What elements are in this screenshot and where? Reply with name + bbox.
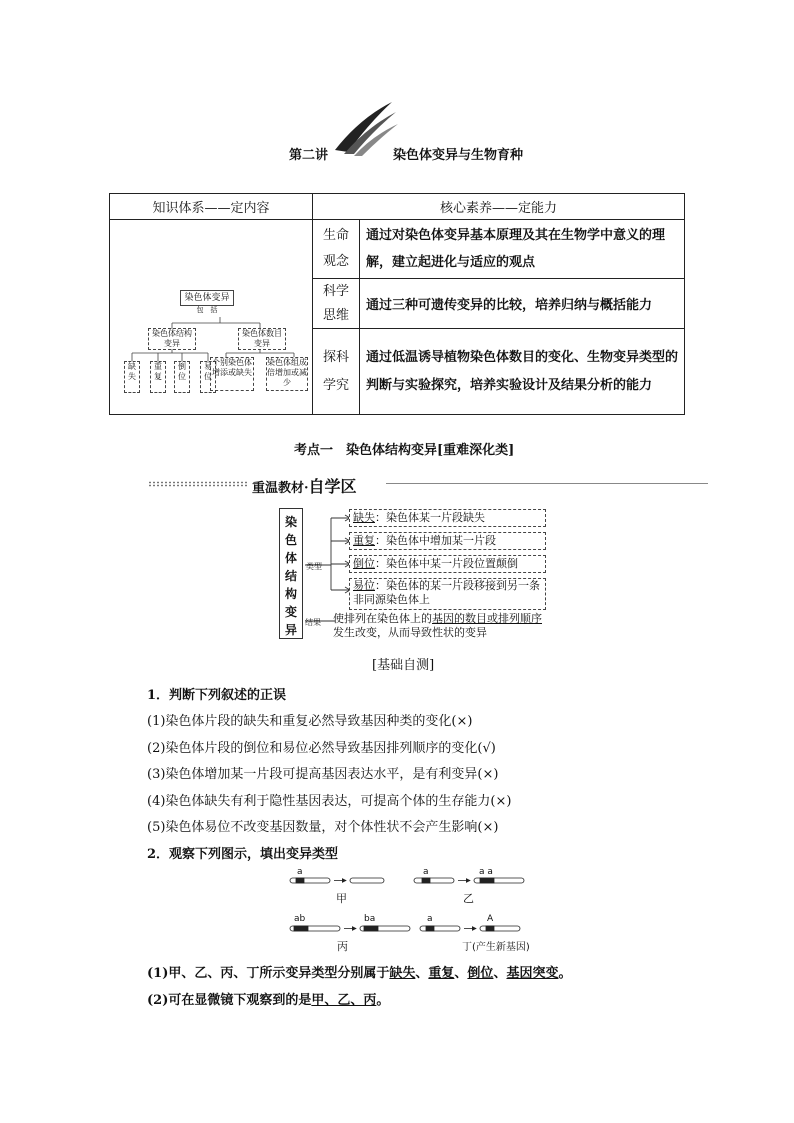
q1-item-5: (5)染色体易位不改变基因数量，对个体性状不会产生影响(×) (147, 820, 499, 835)
fig-bing-left-label: ab (294, 914, 306, 924)
diagram-leaf-duplication: 重复 (150, 361, 166, 393)
zone-prefix: 重温教材· (252, 481, 309, 496)
diagram-leaf-set: 染色体组成倍增加或减少 (266, 357, 308, 391)
chromosome-jia-after (350, 878, 384, 883)
diagram-leaf-deletion: 缺失 (124, 361, 140, 393)
zone-name: 自学区 (308, 477, 357, 496)
fig-yi-left-label: a (423, 867, 429, 877)
fig-ding-left-label: a (427, 914, 433, 924)
answer-1: (1)甲、乙、丙、丁所示变异类型分别属于缺失、重复、倒位、基因突变。 (147, 966, 572, 981)
map-type-translocation: 易位：染色体的某一片段移接到另一条非同源染色体上 (349, 578, 546, 610)
chromosome-bing-before (290, 926, 340, 931)
q1-item-3: (3)染色体增加某一片段可提高基因表达水平，是有利变异(×) (147, 767, 499, 782)
knowledge-diagram (110, 221, 310, 413)
literacy-header: 核心素养——定能力 (313, 194, 685, 220)
zone-label (252, 474, 357, 497)
fig-ding-right-label: A (487, 914, 494, 924)
literacy-label-3: 探科学究 (313, 329, 360, 415)
chromosome-ding-before (420, 926, 460, 931)
q1-item-1: (1)染色体片段的缺失和重复必然导致基因种类的变化(×) (147, 714, 473, 729)
answer-2: (2)可在显微镜下观察到的是甲、乙、丙。 (147, 993, 390, 1008)
q1-item-2: (2)染色体片段的倒位和易位必然导致基因排列顺序的变化(√) (147, 741, 496, 756)
literacy-label-2: 科学思维 (313, 279, 360, 329)
knowledge-diagram-cell (110, 220, 313, 415)
literacy-label-1: 生命观念 (313, 220, 360, 279)
map-root-char: 变 (284, 605, 297, 619)
literacy-text-2: 通过三种可遗传变异的比较，培养归纳与概括能力 (360, 279, 685, 329)
map-root-char: 体 (284, 551, 297, 565)
question-1: 1．判断下列叙述的正误 (147, 688, 287, 703)
map-result-text: 使排列在染色体上的基因的数目或排列顺序发生改变，从而导致性状的变异 (333, 612, 542, 639)
zone-dots (148, 481, 248, 487)
fig-bing-right-label: ba (364, 914, 376, 924)
diagram-root: 染色体变异 (180, 290, 234, 306)
chromosome-yi-before (414, 878, 454, 883)
literacy-text-3: 通过低温诱导植物染色体数目的变化、生物变异类型的判断与实验探究，培养实验设计及结果分析的能力 (360, 329, 685, 415)
swoosh-logo-icon (330, 98, 400, 158)
fig-bing-caption: 丙 (337, 940, 348, 953)
chromosome-jia-before (290, 878, 330, 883)
zone-rule (386, 483, 708, 484)
chromosome-bing-after (360, 926, 410, 931)
map-root-char: 结 (284, 569, 297, 583)
diagram-branch-structure: 染色体结构变异 (148, 328, 196, 350)
diagram-leaf-inversion: 倒位 (174, 361, 190, 393)
fig-yi-right-label: a a (479, 867, 493, 877)
map-root-char: 色 (284, 533, 297, 547)
diagram-root-sub: 包 括 (196, 306, 218, 314)
diagram-leaf-translocation: 易位 (200, 361, 216, 393)
knowledge-header: 知识体系——定内容 (110, 194, 313, 220)
q1-item-4: (4)染色体缺失有利于隐性基因表达，可提高个体的生存能力(×) (147, 794, 512, 809)
fig-jia-left-label: a (297, 867, 303, 877)
chromosome-yi-after (474, 878, 524, 883)
map-type-duplication: 重复：染色体中增加某一片段 (349, 532, 546, 550)
map-root-box (279, 508, 303, 639)
fig-yi-caption: 乙 (463, 892, 474, 905)
map-result-label: 结果 (305, 618, 321, 627)
fig-ding-caption: 丁(产生新基因) (462, 942, 530, 953)
map-type-inversion: 倒位：染色体中某一片段位置颠倒 (349, 555, 546, 573)
lecture-number: 第二讲 (289, 148, 329, 163)
map-root-char: 染 (284, 515, 297, 529)
fig-jia-caption: 甲 (336, 892, 347, 905)
map-type-deletion: 缺失：染色体某一片段缺失 (349, 509, 546, 527)
selftest-heading: [基础自测] (372, 658, 435, 673)
literacy-text-1: 通过对染色体变异基本原理及其在生物学中意义的理解，建立起进化与适应的观点 (360, 220, 685, 279)
map-type-label: 类型 (306, 562, 322, 571)
section-title: 考点一 染色体结构变异[重难深化类] (294, 443, 515, 458)
map-root-char: 构 (284, 587, 297, 601)
question-2: 2．观察下列图示，填出变异类型 (147, 847, 339, 862)
chromosome-ding-after (480, 926, 520, 931)
overview-table (109, 193, 685, 415)
page-title: 染色体变异与生物育种 (393, 148, 524, 163)
diagram-branch-number: 染色体数目变异 (238, 328, 286, 350)
map-root-char: 异 (284, 623, 297, 637)
diagram-leaf-individual: 个别染色体增添或缺失 (210, 357, 254, 391)
